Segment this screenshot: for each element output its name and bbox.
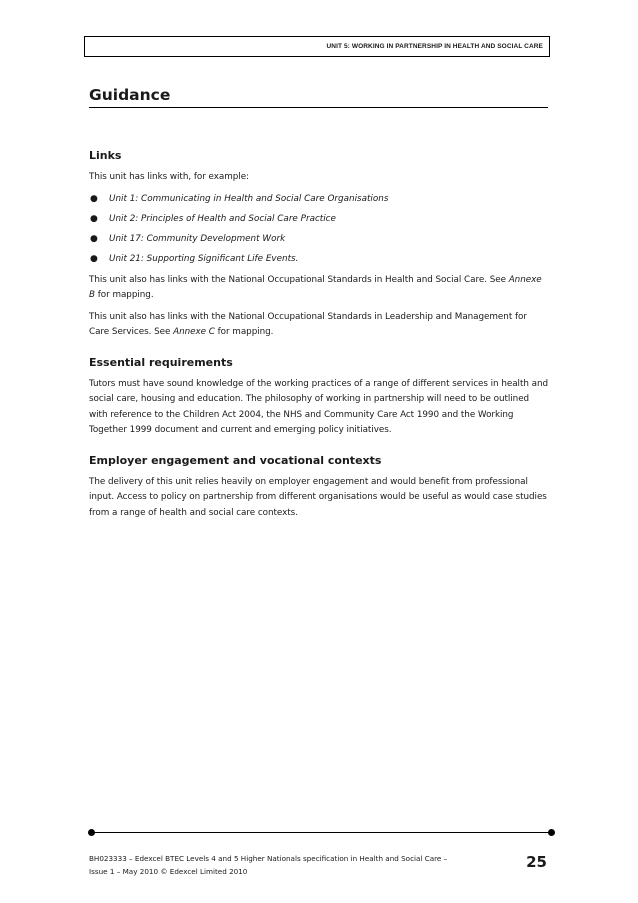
employer-engagement-heading: Employer engagement and vocational contexts — [89, 453, 382, 467]
nos-leadership-paragraph — [89, 310, 549, 341]
employer-engagement-section — [89, 453, 549, 522]
links-list — [89, 192, 549, 268]
nos-leadership-suffix: for mapping. — [214, 327, 274, 338]
essential-requirements-heading: Essential requirements — [89, 355, 233, 369]
running-header — [84, 36, 550, 57]
essential-requirements-body: Tutors must have sound knowledge of the working practices of a range of different services in health and social care, housing and education. The philosophy of working in partnership will need to be outlined with reference to the Children Act 2004, the NHS and Community Care Act 1990 and the Working Together 1999 document and current and emerging policy initiatives. — [89, 378, 549, 436]
nos-health-text: This unit also has links with the National Occupational Standards in Health and Social Care. See — [89, 274, 509, 285]
annexe-c-reference: Annexe C — [173, 327, 215, 338]
list-item-text: Unit 21: Supporting Significant Life Events. — [109, 254, 299, 265]
footer-rule-left-dot — [88, 829, 95, 836]
employer-engagement-body: The delivery of this unit relies heavily on employer engagement and would benefit from professional input. Access to policy on partnership from different organisations would be useful as would case studies from a range of health and social care contexts. — [89, 476, 547, 518]
page-title: Guidance — [89, 85, 548, 108]
list-item-text: Unit 17: Community Development Work — [109, 234, 286, 245]
nos-leadership-text: This unit also has links with the National Occupational Standards in Leadership and Management for Care Services. See — [89, 311, 527, 338]
nos-health-suffix: for mapping. — [95, 290, 154, 301]
list-item-text: Unit 2: Principles of Health and Social Care Practice — [109, 213, 336, 224]
links-section — [89, 148, 549, 341]
essential-requirements-section — [89, 355, 549, 439]
bullet-icon: ● — [90, 193, 98, 204]
page-content — [89, 148, 549, 527]
running-header-title: UNIT 5: WORKING IN PARTNERSHIP IN HEALTH AND SOCIAL CARE — [326, 43, 543, 50]
list-item — [89, 232, 549, 248]
bullet-icon: ● — [90, 213, 98, 224]
list-item — [89, 252, 549, 268]
links-intro: This unit has links with, for example: — [89, 172, 249, 182]
footer-line-2: Issue 1 – May 2010 © Edexcel Limited 2010 — [89, 867, 248, 876]
footer-line-1: BH023333 – Edexcel BTEC Levels 4 and 5 Higher Nationals specification in Health and Social Care – — [89, 854, 448, 863]
annexe-b-reference: Annexe B — [89, 274, 542, 301]
page-number: 25 — [526, 853, 547, 871]
footer-text — [89, 852, 489, 878]
footer-rule — [91, 832, 550, 833]
list-item-text: Unit 1: Communicating in Health and Social Care Organisations — [109, 193, 389, 204]
bullet-icon: ● — [90, 254, 98, 265]
bullet-icon: ● — [90, 234, 98, 245]
list-item — [89, 192, 549, 208]
links-heading: Links — [89, 149, 122, 162]
list-item — [89, 212, 549, 228]
footer-rule-right-dot — [548, 829, 555, 836]
nos-health-paragraph — [89, 273, 549, 304]
